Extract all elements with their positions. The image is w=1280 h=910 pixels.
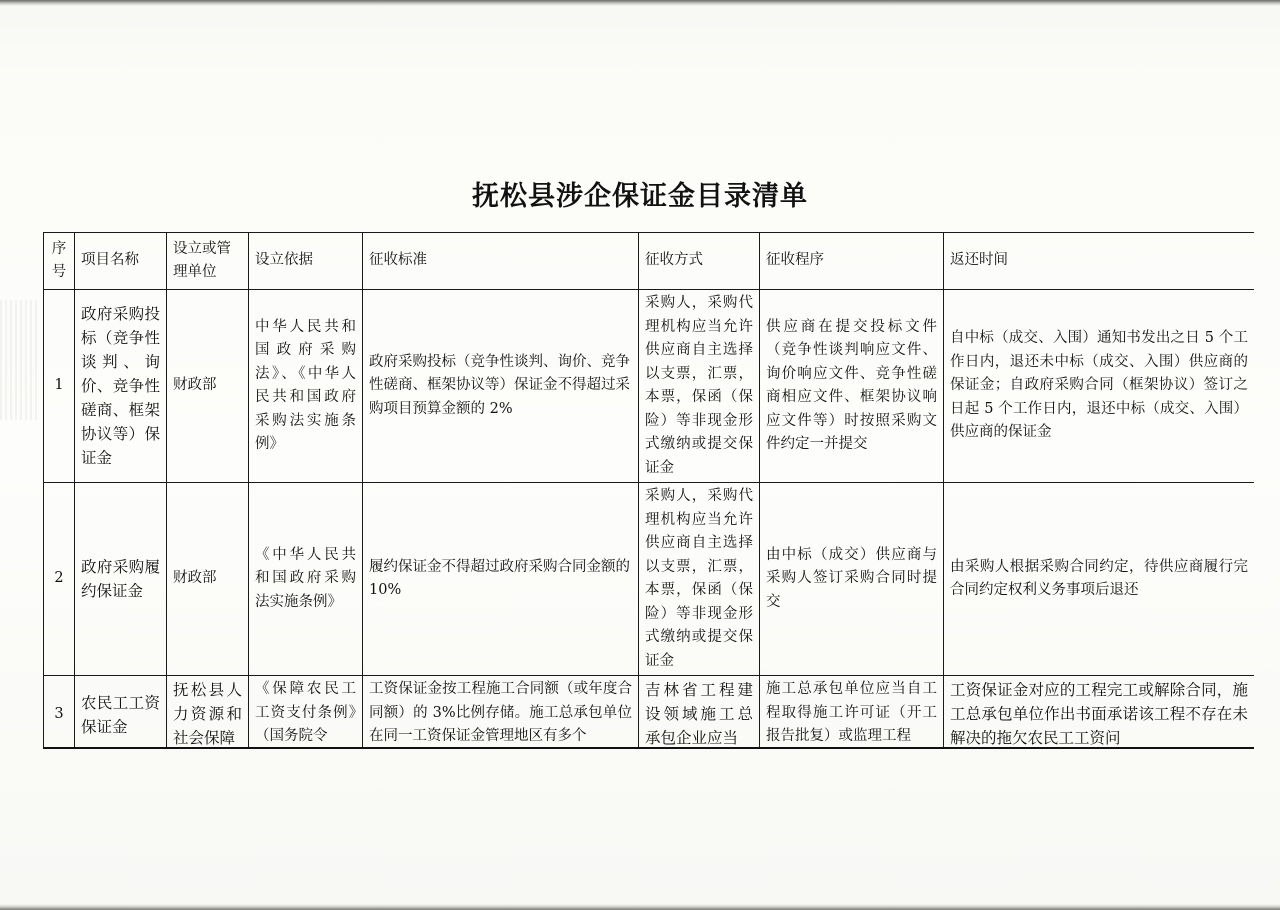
deposit-catalog-table-wrapper bbox=[43, 232, 1254, 749]
cell-seq: 3 bbox=[44, 676, 75, 750]
cell-seq: 2 bbox=[44, 483, 75, 676]
document-title: 抚松县涉企保证金目录清单 bbox=[472, 181, 808, 212]
cell-unit: 财政部 bbox=[167, 483, 249, 676]
cell-refund: 工资保证金对应的工程完工或解除合同，施工总承包单位作出书面承诺该工程不存在未解决的拖欠农民工工资问 bbox=[944, 676, 1255, 750]
cell-procedure: 由中标（成交）供应商与采购人签订采购合同时提交 bbox=[760, 483, 944, 676]
cell-procedure: 供应商在提交投标文件（竞争性谈判响应文件、询价响应文件、竞争性磋商相应文件、框架协议响应文件等）时按照采购文件约定一并提交 bbox=[760, 290, 944, 483]
deposit-catalog-table bbox=[43, 232, 1254, 749]
header-procedure: 征收程序 bbox=[760, 233, 944, 290]
header-refund: 返还时间 bbox=[944, 233, 1255, 290]
table-row bbox=[44, 290, 1255, 483]
cell-basis: 《中华人民共和国政府采购法实施条例》 bbox=[249, 483, 363, 676]
cell-name: 政府采购履约保证金 bbox=[75, 483, 167, 676]
cell-unit: 财政部 bbox=[167, 290, 249, 483]
table-row bbox=[44, 676, 1255, 750]
cell-unit: 抚松县人力资源和社会保障 bbox=[167, 676, 249, 750]
cell-name: 政府采购投标（竞争性谈判、询价、竞争性磋商、框架协议等）保证金 bbox=[75, 290, 167, 483]
table-row bbox=[44, 483, 1255, 676]
header-method: 征收方式 bbox=[639, 233, 760, 290]
cell-refund: 自中标（成交、入围）通知书发出之日 5 个工作日内，退还未中标（成交、入围）供应商的保证金；自政府采购合同（框架协议）签订之日起 5 个工作日内，退还中标（成交、入围）供应商的保证金 bbox=[944, 290, 1255, 483]
scan-noise bbox=[0, 300, 40, 420]
cell-method: 吉林省工程建设领域施工总承包企业应当 bbox=[639, 676, 760, 750]
header-seq: 序号 bbox=[44, 233, 75, 290]
cell-standard: 工资保证金按工程施工合同额（或年度合同额）的 3%比例存储。施工总承包单位在同一工资保证金管理地区有多个 bbox=[363, 676, 639, 750]
cell-name: 农民工工资保证金 bbox=[75, 676, 167, 750]
header-basis: 设立依据 bbox=[249, 233, 363, 290]
cell-method: 采购人，采购代理机构应当允许供应商自主选择以支票，汇票，本票，保函（保险）等非现金形式缴纳或提交保证金 bbox=[639, 290, 760, 483]
cell-method: 采购人，采购代理机构应当允许供应商自主选择以支票，汇票，本票，保函（保险）等非现金形式缴纳或提交保证金 bbox=[639, 483, 760, 676]
cell-seq: 1 bbox=[44, 290, 75, 483]
header-name: 项目名称 bbox=[75, 233, 167, 290]
table-header-row bbox=[44, 233, 1255, 290]
cell-standard: 履约保证金不得超过政府采购合同金额的 10% bbox=[363, 483, 639, 676]
scan-top-edge bbox=[0, 0, 1280, 6]
cell-basis: 《保障农民工工资支付条例》（国务院令 bbox=[249, 676, 363, 750]
cell-procedure: 施工总承包单位应当自工程取得施工许可证（开工报告批复）或监理工程 bbox=[760, 676, 944, 750]
header-standard: 征收标准 bbox=[363, 233, 639, 290]
cell-standard: 政府采购投标（竞争性谈判、询价、竞争性磋商、框架协议等）保证金不得超过采购项目预算金额的 2% bbox=[363, 290, 639, 483]
scan-bottom-edge bbox=[0, 904, 1280, 910]
cell-refund: 由采购人根据采购合同约定，待供应商履行完合同约定权利义务事项后退还 bbox=[944, 483, 1255, 676]
header-unit: 设立或管理单位 bbox=[167, 233, 249, 290]
cell-basis: 中华人民共和国政府采购法》、《中华人民共和国政府采购法实施条例》 bbox=[249, 290, 363, 483]
